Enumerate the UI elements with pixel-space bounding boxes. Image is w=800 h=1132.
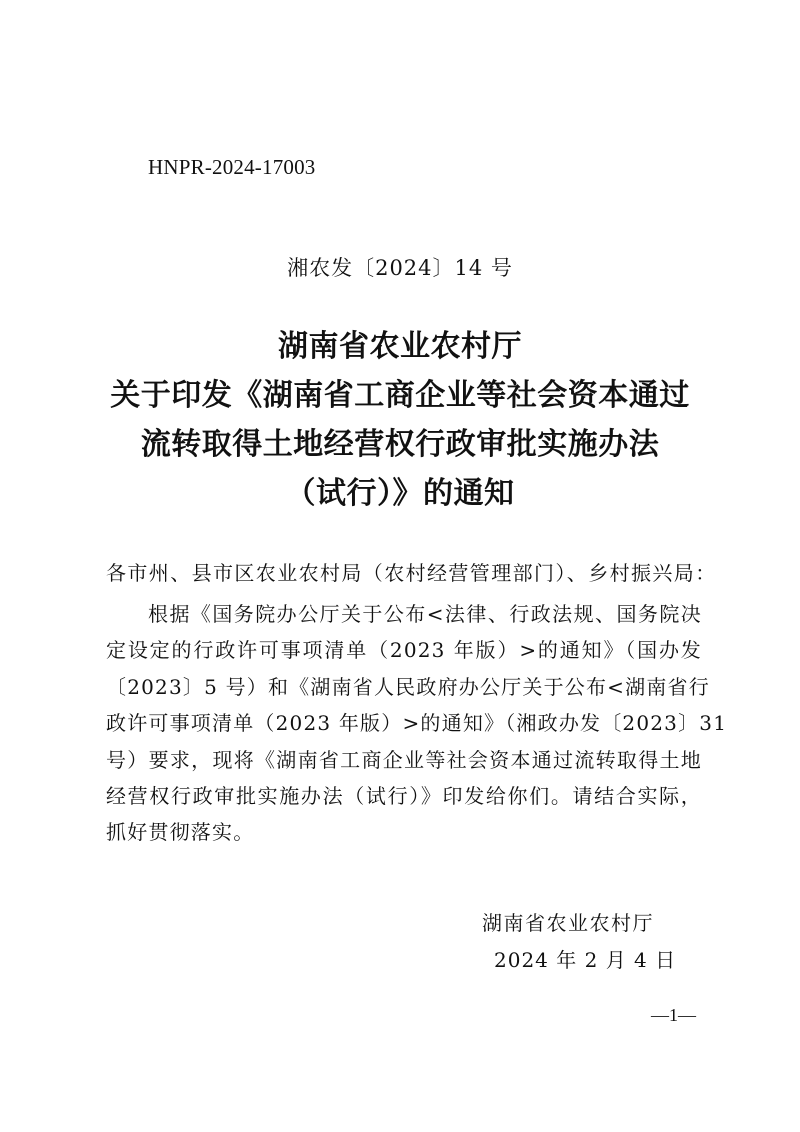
body-line: 抓好贯彻落实。 xyxy=(106,820,255,845)
title-line: 关于印发《湖南省工商企业等社会资本通过 xyxy=(110,378,690,413)
issue-number: 湘农发〔2024〕14 号 xyxy=(287,256,513,280)
body-line: 定设定的行政许可事项清单（2023 年版）>的通知》（国办发 xyxy=(106,638,702,663)
body-line: 经营权行政审批实施办法（试行）》印发给你们。请结合实际， xyxy=(106,784,702,809)
salutation: 各市州、县市区农业农村局（农村经营管理部门）、乡村振兴局： xyxy=(106,561,717,585)
body-line: 政许可事项清单（2023 年版）>的通知》（湘政办发〔2023〕31 xyxy=(106,711,728,736)
document-title xyxy=(0,322,800,518)
page-number: —1— xyxy=(651,1005,696,1025)
signature-organization: 湖南省农业农村厅 xyxy=(482,911,654,935)
body-line: 〔2023〕5 号）和《湖南省人民政府办公厅关于公布<湖南省行 xyxy=(106,674,710,699)
document-code: HNPR-2024-17003 xyxy=(148,155,316,179)
signature-date: 2024 年 2 月 4 日 xyxy=(494,948,677,972)
title-line: 湖南省农业农村厅 xyxy=(278,329,522,364)
body-line: 根据《国务院办公厅关于公布<法律、行政法规、国务院决 xyxy=(148,602,702,626)
title-line: （试行）》的通知 xyxy=(285,476,515,511)
title-line: 流转取得土地经营权行政审批实施办法 xyxy=(140,427,660,462)
body-line: 号）要求，现将《湖南省工商企业等社会资本通过流转取得土地 xyxy=(106,747,702,772)
body-paragraph xyxy=(106,596,728,851)
